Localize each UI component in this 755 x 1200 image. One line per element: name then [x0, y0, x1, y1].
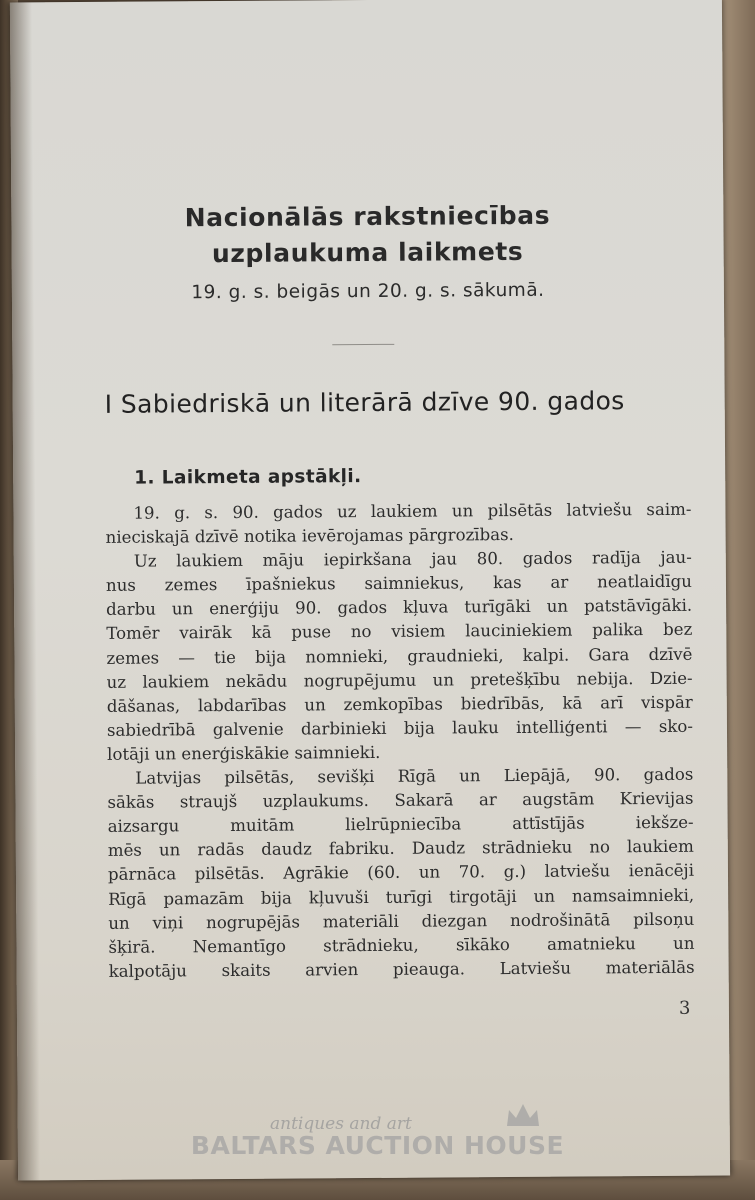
- body-paragraphs: [105, 498, 694, 984]
- text-line: kalpotāju skaits arvien pieauga. Latviešu materiālās: [108, 957, 695, 981]
- watermark-auction-house: BALTARS AUCTION HOUSE: [190, 1131, 565, 1160]
- chapter-title-line-1: Nacionālās rakstniecības: [184, 200, 551, 233]
- text-line: šķirā. Nemantīgo strādnieku, sīkāko amatnieku un: [108, 933, 695, 957]
- text-line: pārnāca pilsētās. Agrākie (60. un 70. g.) latviešu ienācēji: [107, 861, 695, 885]
- text-line: aizsargu muitām lielrūpniecība attīstījās iekšze-: [107, 812, 694, 837]
- text-line: dāšanas, labdarības un zemkopības biedrībās, kā arī vispār: [106, 692, 693, 716]
- crown-icon: [503, 1100, 543, 1130]
- chapter-title-line-2: uzplaukuma laikmets: [211, 236, 524, 269]
- text-line: uz laukiem nekādu nogrupējumu un pretešķību nebija. Dzie-: [106, 668, 693, 692]
- book-page: [10, 0, 730, 1180]
- text-line: nieciskajā dzīvē notika ievērojamas pārgrozības.: [105, 525, 514, 547]
- chapter-subtitle: 19. g. s. beigās un 20. g. s. sākumā.: [191, 279, 545, 304]
- text-line: nus zemes īpašniekus saimniekus, kas ar neatlaidīgu: [105, 572, 693, 596]
- text-line: un viņi nogrupējās materiāli diezgan nodrošinātā pilsoņu: [108, 909, 695, 933]
- text-line: Latvijas pilsētās, sevišķi Rīgā un Liepājā, 90. gados: [135, 764, 694, 788]
- text-line: sabiedrībā galvenie darbinieki bija lauku intelliģenti — sko-: [106, 716, 694, 740]
- text-line: Rīgā pamazām bija kļuvuši turīgi tirgotāji un namsaimnieki,: [108, 885, 695, 909]
- title-divider: [332, 344, 394, 345]
- text-line: mēs un radās daudz fabriku. Daudz strādnieku no laukiem: [107, 837, 694, 861]
- text-line: zemes — tie bija nomnieki, graudnieki, kalpi. Gara dzīvē: [106, 644, 693, 668]
- section-heading: I Sabiedriskā un literārā dzīve 90. gados: [104, 386, 625, 419]
- page-number: 3: [678, 997, 691, 1019]
- watermark-tagline: antiques and art: [270, 1114, 412, 1134]
- text-line: Uz laukiem māju iepirkšana jau 80. gados radīja jau-: [133, 547, 692, 571]
- text-line: sākās straujš uzplaukums. Sakarā ar augstām Krievijas: [107, 788, 694, 812]
- text-line: lotāji un enerģiskākie saimnieki.: [107, 742, 381, 764]
- text-line: darbu un enerģiju 90. gados kļuva turīgāki un patstāvīgāki.: [106, 596, 693, 620]
- subsection-heading: 1. Laikmeta apstākļi.: [134, 466, 362, 489]
- text-line: 19. g. s. 90. gados uz laukiem un pilsētās latviešu saim-: [133, 499, 692, 523]
- text-line: Tomēr vairāk kā puse no visiem lauciniekiem palika bez: [106, 620, 693, 644]
